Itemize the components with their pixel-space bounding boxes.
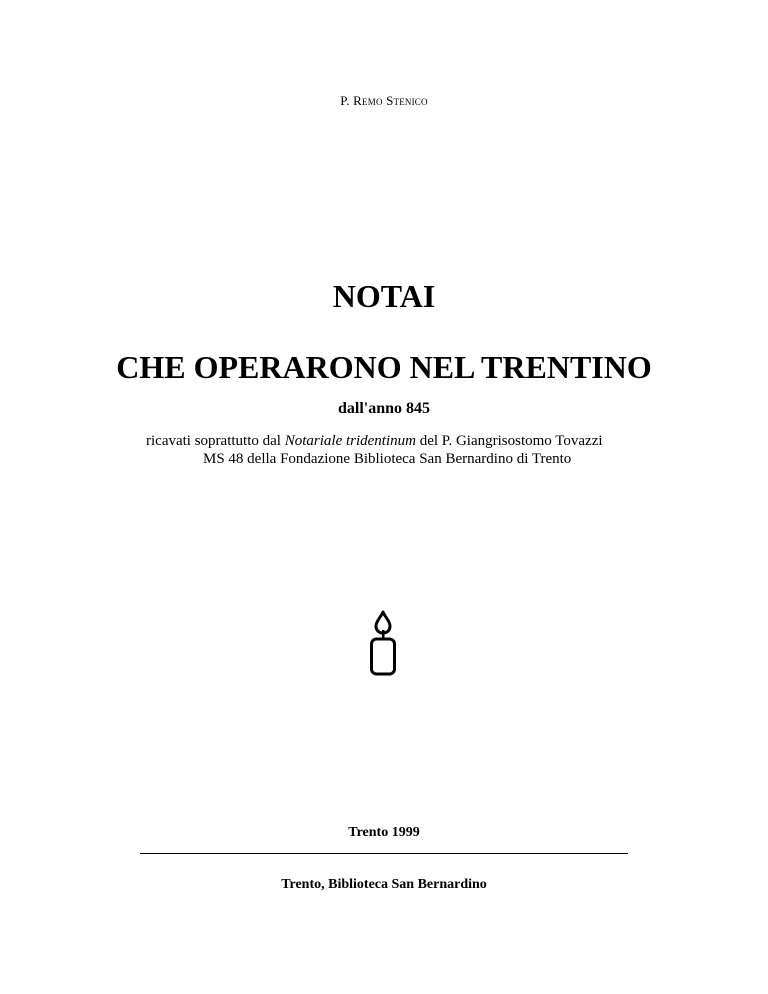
divider-rule xyxy=(140,853,628,854)
source-line-2: MS 48 della Fondazione Biblioteca San Bernardino di Trento xyxy=(203,451,572,467)
place-year: Trento 1999 xyxy=(348,825,420,840)
candle-icon xyxy=(368,610,398,678)
source-line-1 xyxy=(146,433,603,450)
publisher: Trento, Biblioteca San Bernardino xyxy=(281,877,487,892)
source-suffix: del P. Giangrisostomo Tovazzi xyxy=(415,433,603,449)
book-subtitle: CHE OPERARONO NEL TRENTINO xyxy=(116,349,652,385)
book-title: NOTAI xyxy=(332,278,436,314)
source-prefix: ricavati soprattutto dal xyxy=(146,433,285,449)
author-name: P. Remo Stenico xyxy=(340,93,428,108)
source-work: Notariale tridentinum xyxy=(284,433,416,449)
since-year: dall'anno 845 xyxy=(337,400,431,417)
